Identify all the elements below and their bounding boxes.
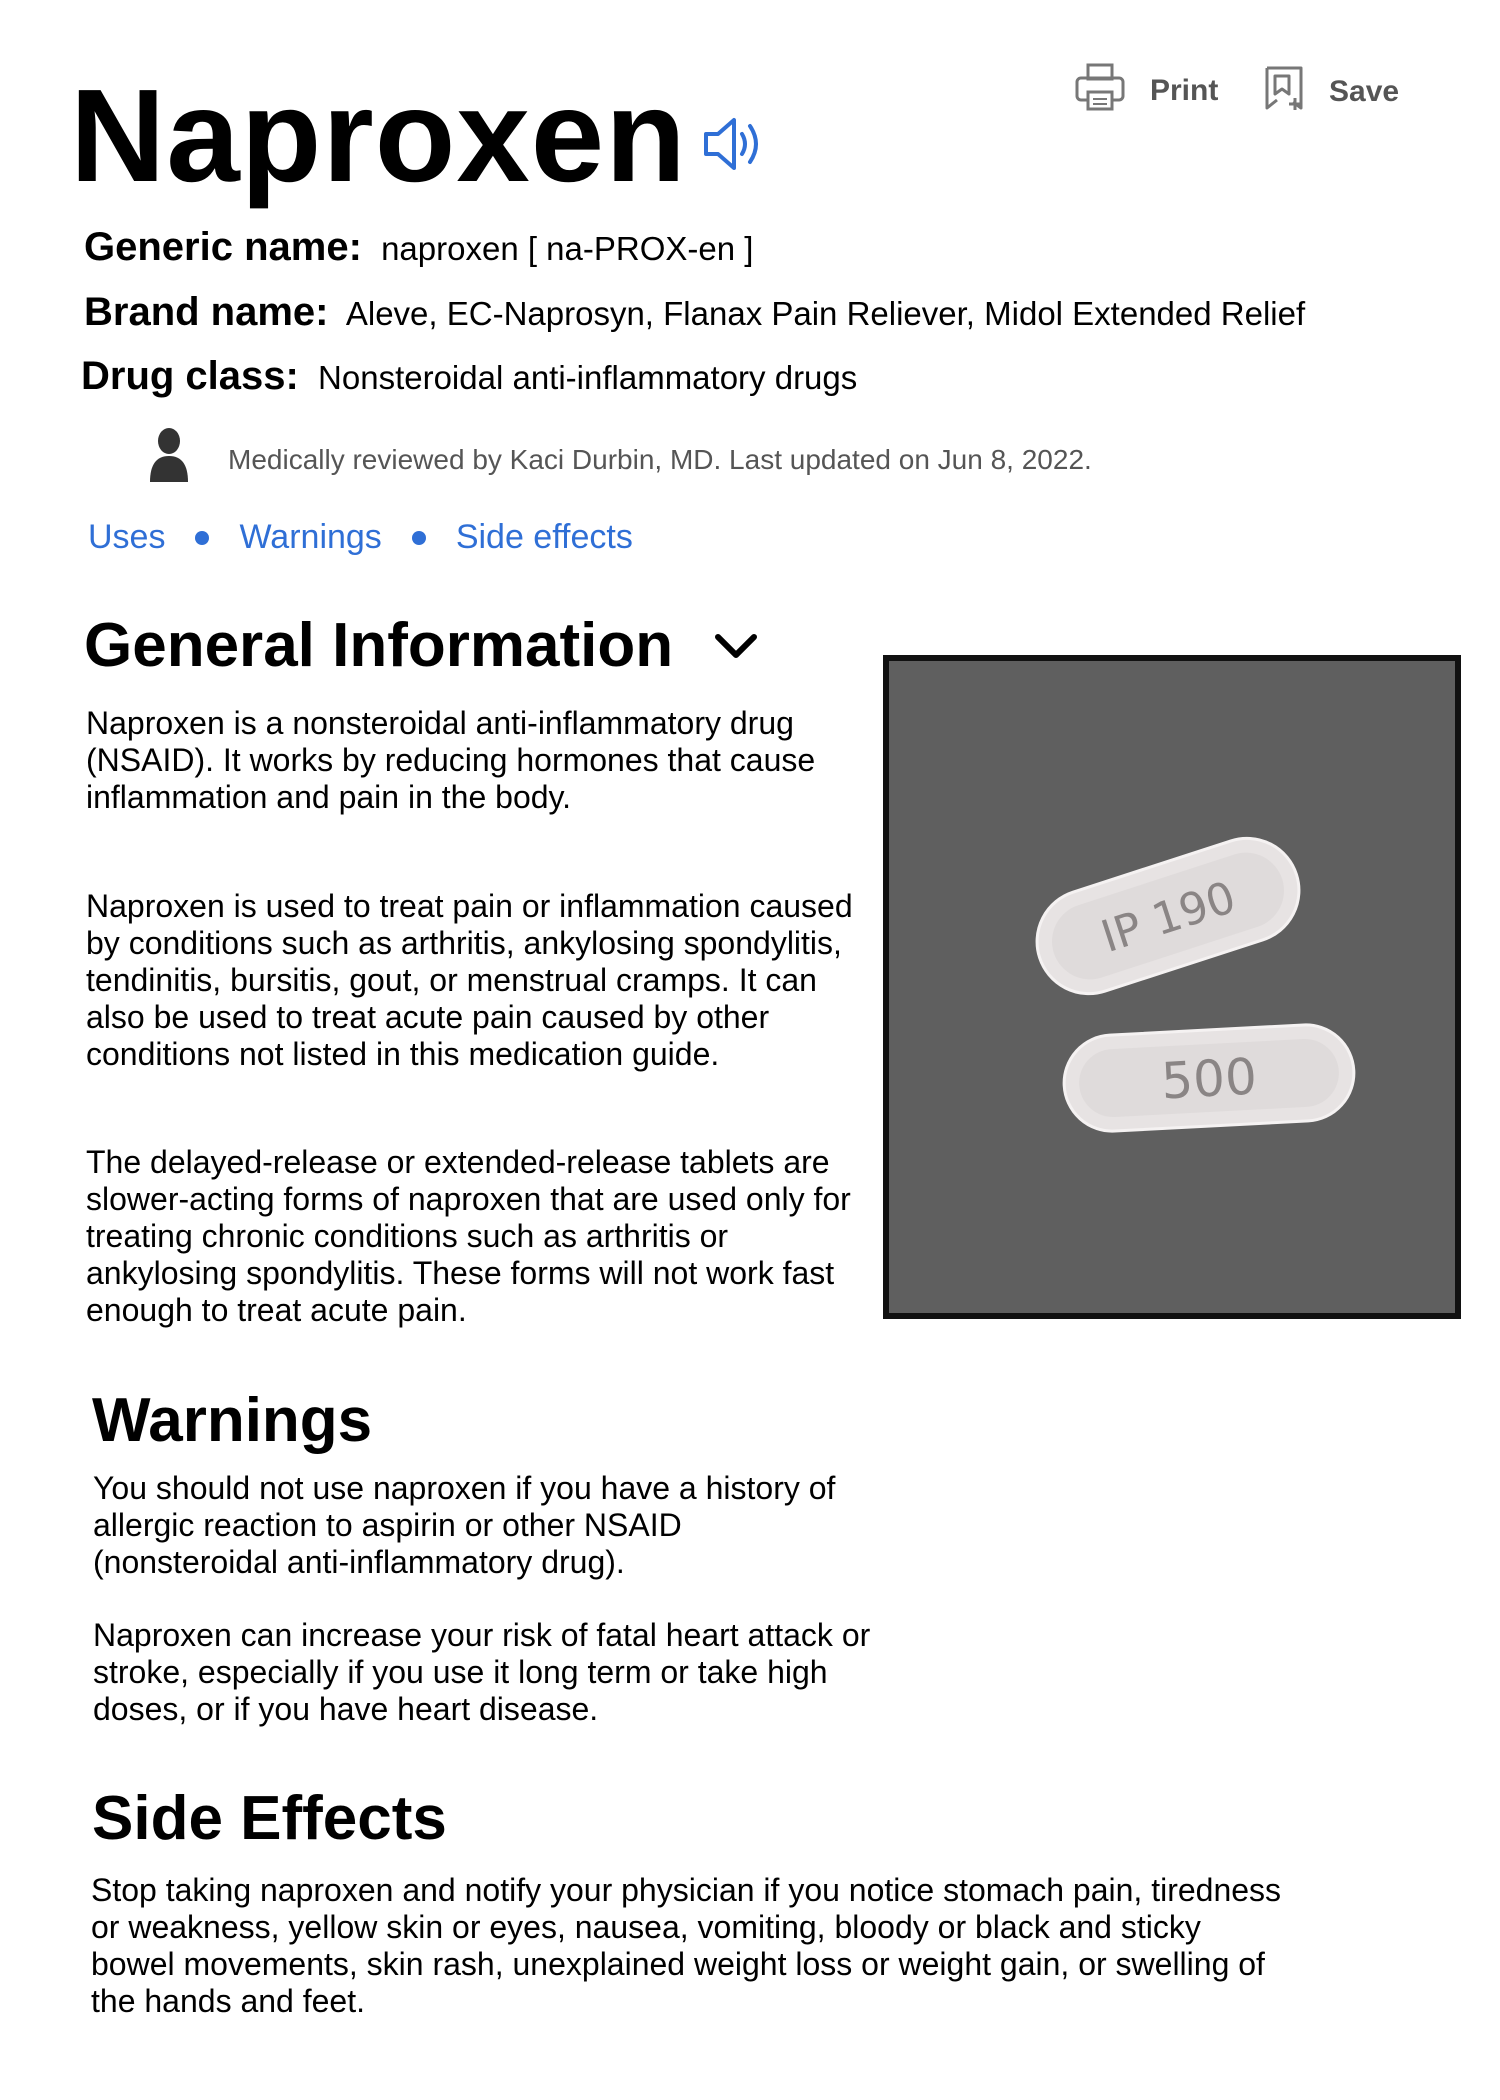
pill-image — [882, 654, 1462, 1320]
printer-icon — [1074, 62, 1126, 120]
general-info-toggle[interactable] — [84, 612, 759, 680]
brand-name-row — [84, 288, 1305, 336]
bookmark-save-icon — [1263, 64, 1305, 120]
warnings-heading: Warnings — [92, 1386, 373, 1455]
general-info-paragraph: Naproxen is used to treat pain or inflammation caused by conditions such as arthritis, ankylosing spondylitis, tendinitis, bursitis, gout, or menstrual cramps. It can also be used to treat acute pain caused by other conditions not listed in this medication guide. — [86, 888, 853, 1072]
chevron-down-icon — [713, 631, 759, 661]
pill-image-background — [886, 658, 1458, 1316]
nav-separator-dot — [412, 531, 426, 545]
speaker-icon[interactable] — [700, 112, 766, 176]
side-effects-paragraph: Stop taking naproxen and notify your physician if you notice stomach pain, tiredness or weakness, yellow skin or eyes, nausea, vomiting, bloody or black and sticky bowel movements, skin rash, unexplained weight loss or weight gain, or swelling of the hands and feet. — [91, 1872, 1282, 2019]
general-info-paragraph: The delayed-release or extended-release tablets are slower-acting forms of naproxen that are used only for treating chronic conditions such as arthritis or ankylosing spondylitis. These forms will not work fast enough to treat acute pain. — [86, 1144, 851, 1328]
save-button[interactable] — [1263, 64, 1399, 120]
generic-name-row — [84, 223, 753, 271]
drug-class-value: Nonsteroidal anti-inflammatory drugs — [318, 359, 858, 396]
pill-imprint-top: IP 190 — [1095, 871, 1242, 963]
side-effects-heading: Side Effects — [92, 1784, 447, 1853]
warnings-paragraph: Naproxen can increase your risk of fatal heart attack or stroke, especially if you use it long term or take high doses, or if you have heart disease. — [93, 1617, 871, 1727]
nav-link-uses[interactable]: Uses — [88, 518, 166, 556]
pill-imprint-bottom: 500 — [1159, 1047, 1259, 1111]
reviewer-avatar-icon — [148, 426, 190, 482]
nav-link-warnings[interactable]: Warnings — [239, 518, 382, 556]
drug-class-row — [81, 352, 857, 400]
general-info-paragraph: Naproxen is a nonsteroidal anti-inflammatory drug (NSAID). It works by reducing hormones that cause inflammation and pain in the body. — [86, 705, 816, 815]
section-nav — [88, 518, 633, 557]
print-label: Print — [1150, 74, 1219, 107]
nav-link-side-effects[interactable]: Side effects — [455, 518, 633, 556]
brand-name-value: Aleve, EC-Naprosyn, Flanax Pain Reliever, Midol Extended Relief — [345, 295, 1306, 332]
nav-separator-dot — [195, 531, 209, 545]
print-button[interactable] — [1074, 62, 1218, 120]
general-info-heading: General Information — [84, 611, 674, 680]
page-title: Naproxen — [70, 62, 687, 209]
drug-class-label: Drug class: — [81, 354, 299, 398]
warnings-paragraph: You should not use naproxen if you have a history of allergic reaction to aspirin or other NSAID (nonsteroidal anti-inflammatory drug). — [93, 1470, 836, 1580]
generic-name-value: naproxen [ na-PROX-en ] — [381, 230, 754, 267]
generic-name-label: Generic name: — [84, 225, 362, 269]
medical-review-note: Medically reviewed by Kaci Durbin, MD. Last updated on Jun 8, 2022. — [228, 444, 1092, 475]
save-label: Save — [1329, 75, 1400, 108]
brand-name-label: Brand name: — [84, 290, 329, 334]
